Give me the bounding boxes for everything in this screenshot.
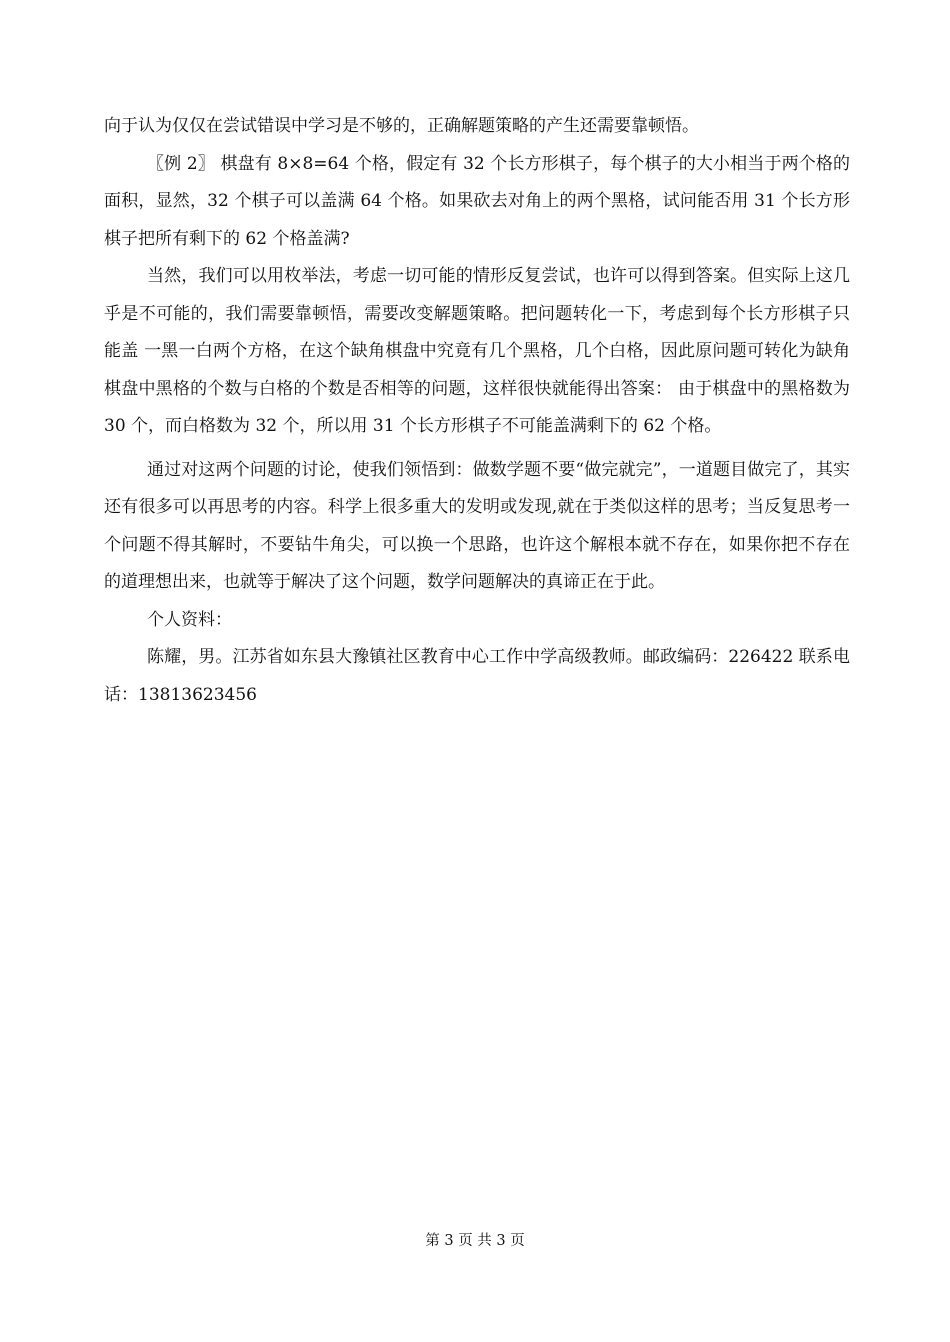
paragraph-example-2: 〖例 2〗 棋盘有 8×8=64 个格，假定有 32 个长方形棋子，每个棋子的大小相当于两个格的面积，显然，32 个棋子可以盖满 64 个格。如果砍去对角上的两个黑格，试问能否用 31 个长方形棋子把所有剩下的 62 个格盖满? [104,153,850,249]
personal-info-details: 陈耀，男。江苏省如东县大豫镇社区教育中心工作中学高级教师。邮政编码：226422 联系电话：13813623456 [104,647,850,705]
document-body [104,108,850,714]
page-number-footer: 第 3 页 共 3 页 [425,1233,525,1249]
paragraph-continuation: 向于认为仅仅在尝试错误中学习是不够的，正确解题策略的产生还需要靠顿悟。 [104,116,699,136]
paragraph-solution: 当然，我们可以用枚举法，考虑一切可能的情形反复尝试，也许可以得到答案。但实际上这几乎是不可能的，我们需要靠顿悟，需要改变解题策略。把问题转化一下，考虑到每个长方形棋子只能盖 一黑一白两个方格，在这个缺角棋盘中究竟有几个黑格，几个白格，因此原问题可转化为缺角棋盘中黑格的个数与白格的个数是否相等的问题，这样很快就能得出答案： 由于棋盘中的黑格数为 30 个，而白格数为 32 个，所以用 31 个长方形棋子不可能盖满剩下的 62 个格。 [104,266,850,436]
paragraph-reflection: 通过对这两个问题的讨论，使我们领悟到：做数学题不要“做完就完”，一道题目做完了，其实还有很多可以再思考的内容。科学上很多重大的发明或发现,就在于类似这样的思考；当反复思考一个问题不得其解时，不要钻牛角尖，可以换一个思路，也许这个解根本就不存在，如果你把不存在的道理想出来，也就等于解决了这个问题，数学问题解决的真谛正在于此。 [104,459,850,592]
personal-info-heading: 个人资料： [147,609,232,630]
